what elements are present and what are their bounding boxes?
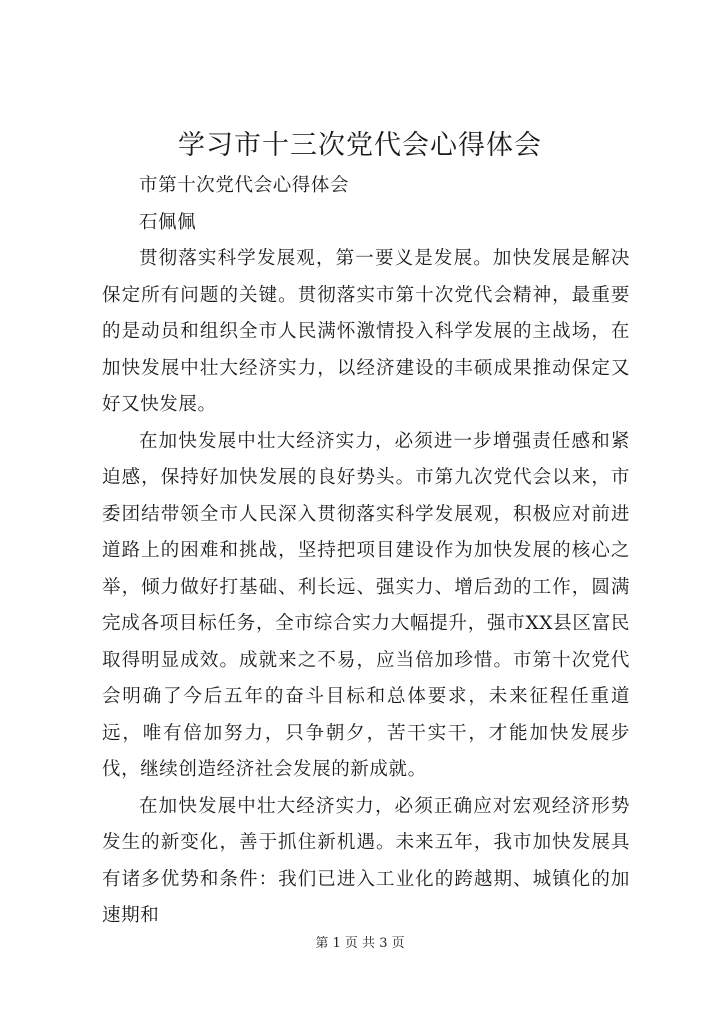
document-title: 学习市十三次党代会心得体会 <box>178 130 542 161</box>
subtitle-line: 市第十次党代会心得体会 <box>139 175 350 196</box>
paragraph-2: 在加快发展中壮大经济实力，必须进一步增强责任感和紧迫感，保持好加快发展的良好势头。市第九次党代会以来，市委团结带领全市人民深入贯彻落实科学发展观，积极应对前进道路上的困难和挑战，坚持把项目建设作为加快发展的核心之举，倾力做好打基础、利长远、强实力、增后劲的工作，圆满完成各项目标任务，全市综合实力大幅提升，强市XX县区富民取得明显成效。成就来之不易，应当倍加珍惜。市第十次党代会明确了今后五年的奋斗目标和总体要求，未来征程任重道远，唯有倍加努力，只争朝夕，苦干实干，才能加快发展步伐，继续创造经济社会发展的新成就。 <box>102 430 630 780</box>
paragraph-3: 在加快发展中壮大经济实力，必须正确应对宏观经济形势发生的新变化，善于抓住新机遇。未来五年，我市加快发展具有诸多优势和条件：我们已进入工业化的跨越期、城镇化的加速期和 <box>102 795 630 926</box>
author-line: 石佩佩 <box>139 211 197 233</box>
paragraph-1: 贯彻落实科学发展观，第一要义是发展。加快发展是解决保定所有问题的关键。贯彻落实市第十次党代会精神，最重要的是动员和组织全市人民满怀激情投入科学发展的主战场，在加快发展中壮大经济实力，以经济建设的丰硕成果推动保定又好又快发展。 <box>102 248 630 415</box>
page-number-footer: 第 1 页 共 3 页 <box>315 936 405 951</box>
document-body <box>102 168 630 935</box>
